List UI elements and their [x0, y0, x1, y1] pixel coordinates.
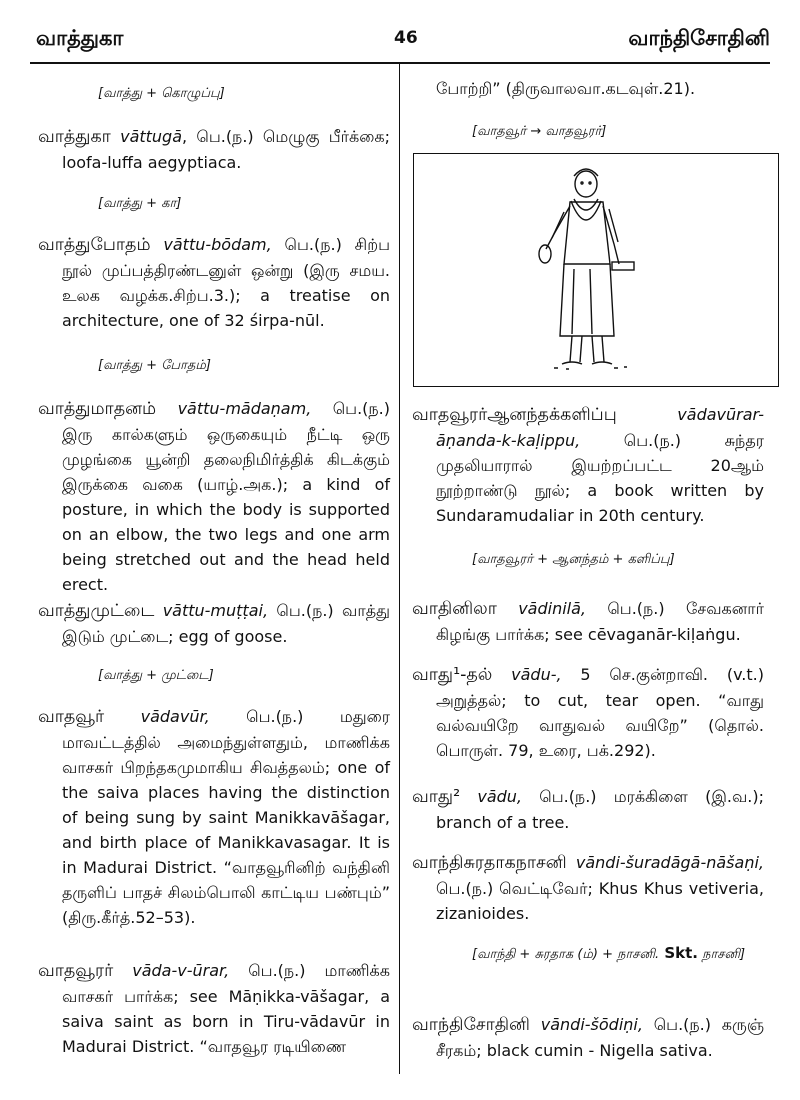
entry-definition: பெ.(ந.) வெட்டிவேர்; Khus Khus vetiveria, zizanioides.	[436, 879, 764, 923]
header-rule	[30, 62, 770, 64]
etymology-continuation: நாசனி]	[698, 947, 746, 962]
entry-headword: வாதவூர்	[38, 707, 105, 727]
entry-definition: , பெ.(ந.) மெழுகு பீர்க்கை; loofa-luffa aegyptiaca.	[62, 127, 391, 172]
etymology-text: [வாத்து + கொழுப்பு]	[98, 86, 225, 101]
entry-definition: 5 செ.குன்றாவி. (v.t.) அறுத்தல்; to cut, tear open. “வாது வல்வயிறே வாதுவல் வயிறே” (தொல். பொருள். 79, உரை, பக்.292).	[436, 665, 764, 760]
dictionary-entry	[412, 850, 764, 926]
etymology-note	[38, 86, 390, 102]
entry-headword: வாத்துகா	[38, 127, 111, 147]
dictionary-entry	[412, 402, 764, 528]
entry-transliteration: vāttu-muṭṭai,	[162, 601, 269, 620]
entry-headword: வாத்துமுட்டை	[38, 601, 155, 621]
header-right-guide-word: வாந்திசோதினி	[628, 26, 770, 50]
dictionary-entry	[38, 396, 390, 597]
page-number: 46	[394, 28, 418, 48]
entry-transliteration: vādavūrar-āṇanda-k-kaḷippu,	[436, 405, 764, 450]
entry-headword: வாத்துமாதனம்	[38, 399, 157, 419]
entry-definition: பெ.(ந.) இரு கால்களும் ஒருகையும் நீட்டி ஒரு முழங்கை யூன்றி தலைநிமிர்த்திக் கிடக்கும் இருக்கை வகை (யாழ்.அக.); a kind of posture, in which the body is supported on an elbow, the two legs and one arm being stretched out and the head held erect.	[62, 399, 390, 594]
entry-headword: வாதவூரர்	[38, 961, 114, 981]
sanskrit-marker: Skt.	[659, 944, 699, 962]
entry-definition: பெ.(ந.) மரக்கிளை (இ.வ.); branch of a tree.	[436, 787, 764, 832]
entry-definition: பெ.(ந.) வாத்து இடும் முட்டை; egg of goose.	[62, 601, 390, 646]
entry-headword: வாதினிலா	[412, 599, 497, 619]
entry-transliteration: vāda-v-ūrar,	[132, 961, 230, 980]
entry-transliteration: vāttugā	[120, 127, 183, 146]
column-divider	[399, 64, 400, 1074]
entry-definition: போற்றி” (திருவாலவா.கடவுள்.21).	[436, 79, 696, 98]
entry-transliteration: vādinilā,	[518, 599, 586, 618]
dictionary-entry	[38, 232, 390, 333]
dictionary-entry	[412, 596, 764, 647]
etymology-text: [வாதவூரர் + ஆனந்தம் + களிப்பு]	[472, 552, 675, 567]
etymology-note	[38, 196, 390, 212]
entry-transliteration: vādavūr,	[140, 707, 210, 726]
etymology-note	[412, 944, 764, 963]
entry-definition: பெ.(ந.) மதுரை மாவட்டத்தில் அமைந்துள்ளதும், மாணிக்க வாசகர் பிறந்தகமுமாகிய சிவத்தலம்; one of the saiva places having the distinction of being sung by saint Manikkavāšagar, and birth place of Manikkavasagar. It is in Madurai District. “வாதவூரினிற் வந்தினி தருளிப் பாதச் சிலம்பொலி காட்டிய பண்பும்” (திரு.கீர்த்.52–53).	[62, 707, 390, 927]
entry-transliteration: vāndi-šuradāgā-nāšaṇi,	[575, 853, 764, 872]
entry-headword: வாத்துபோதம்	[38, 235, 151, 255]
dictionary-entry	[38, 124, 390, 175]
etymology-text: [வாந்தி + சுரதாக (ம்) + நாசனி.	[472, 947, 660, 962]
etymology-note	[412, 552, 764, 568]
entry-definition: பெ.(ந.) சிற்ப நூல் முப்பத்திரண்டனுள் ஒன்று (இரு சமய. உலக வழக்க.சிற்ப.3.); a treatise on architecture, one of 32 śirpa-nūl.	[62, 235, 390, 330]
entry-transliteration: vāttu-bōdam,	[163, 235, 272, 254]
entry-transliteration: vādu,	[477, 787, 522, 806]
page-header	[36, 26, 770, 56]
dictionary-entry	[412, 1012, 764, 1063]
dictionary-entry	[38, 598, 390, 649]
etymology-text: [வாத்து + முட்டை]	[98, 668, 214, 683]
etymology-text: [வாத்து + கா]	[98, 196, 182, 211]
entry-headword: வாந்திசோதினி	[412, 1015, 530, 1035]
entry-definition: பெ.(ந.) சுந்தர முதலியாரால் இயற்றப்பட்ட 20ஆம் நூற்றாண்டு நூல்; a book written by Sundaramudaliar in 20th century.	[436, 431, 764, 525]
entry-headword: வாது¹-தல்	[412, 665, 493, 685]
saint-figure-drawing	[414, 154, 778, 386]
dictionary-entry	[412, 784, 764, 835]
entry-definition: பெ.(ந.) சேவகனார் கிழங்கு பார்க்க; see cēvaganār-kiḷaṅgu.	[436, 599, 764, 644]
dictionary-entry	[412, 76, 764, 101]
etymology-text: [வாதவூர் → வாதவூரர்]	[472, 124, 607, 139]
dictionary-entry	[38, 704, 390, 930]
dictionary-entry	[38, 958, 390, 1059]
header-left-guide-word: வாத்துகா	[36, 26, 124, 50]
etymology-note	[38, 358, 390, 374]
entry-headword: வாதவூரர்ஆனந்தக்களிப்பு	[412, 405, 617, 425]
entry-definition: பெ.(ந.) கருஞ் சீரகம்; black cumin - Nigella sativa.	[436, 1015, 764, 1060]
entry-transliteration: vāndi-šōdiṇi,	[540, 1015, 643, 1034]
entry-headword: வாது²	[412, 787, 461, 807]
illustration-figure	[413, 153, 779, 387]
etymology-note	[38, 668, 390, 684]
etymology-text: [வாத்து + போதம்]	[98, 358, 211, 373]
etymology-note	[412, 124, 764, 140]
entry-transliteration: vāttu-mādaṇam,	[177, 399, 312, 418]
entry-definition: பெ.(ந.) மாணிக்க வாசகர் பார்க்க; see Māṇikka-vāšagar, a saiva saint as born in Tiru-vādavūr in Madurai District. “வாதவூர ரடியிணை	[62, 961, 390, 1056]
entry-transliteration: vādu-,	[511, 665, 562, 684]
dictionary-entry	[412, 662, 764, 763]
entry-headword: வாந்திசுரதாகநாசனி	[412, 853, 567, 873]
